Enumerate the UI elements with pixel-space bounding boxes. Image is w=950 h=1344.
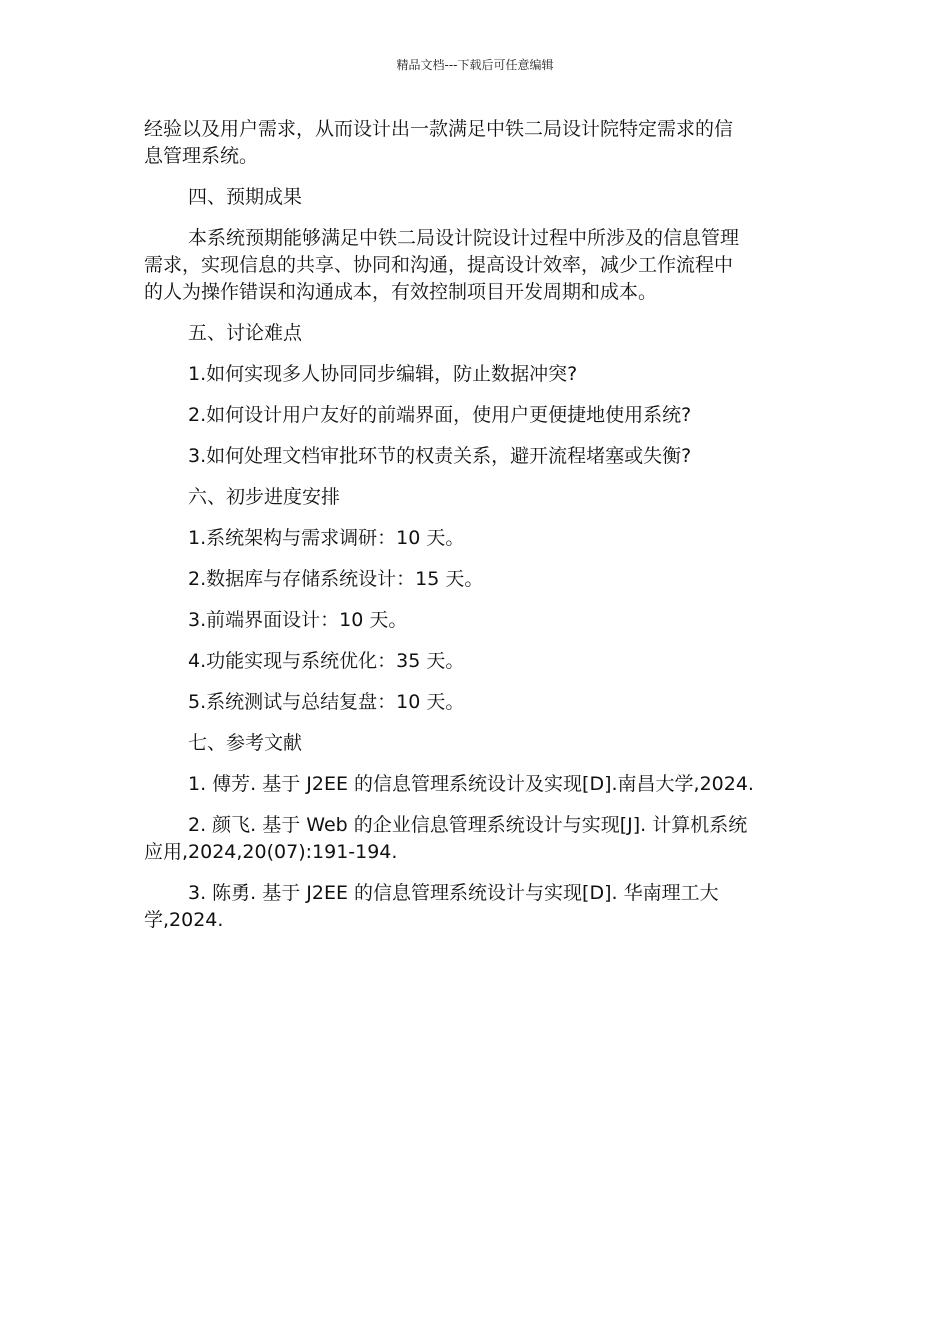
list-item: 5.系统测试与总结复盘：10 天。 bbox=[188, 691, 465, 713]
section-heading: 六、初步进度安排 bbox=[188, 486, 341, 508]
paragraph-line: 需求，实现信息的共享、协同和沟通，提高设计效率，减少工作流程中 bbox=[144, 254, 734, 276]
paragraph-line: 的人为操作错误和沟通成本，有效控制项目开发周期和成本。 bbox=[144, 281, 658, 303]
document-body bbox=[144, 116, 806, 934]
list-item: 2.数据库与存储系统设计：15 天。 bbox=[188, 568, 484, 590]
list-item: 3.如何处理文档审批环节的权责关系，避开流程堵塞或失衡? bbox=[188, 445, 692, 467]
list-item: 1.如何实现多人协同同步编辑，防止数据冲突? bbox=[188, 363, 578, 385]
reference-item: 3. 陈勇. 基于 J2EE 的信息管理系统设计与实现[D]. 华南理工大 bbox=[188, 882, 719, 904]
paragraph: 经验以及用户需求，从而设计出一款满足中铁二局设计院特定需求的信 息管理系统。 bbox=[144, 118, 734, 167]
list-item: 3.前端界面设计：10 天。 bbox=[188, 609, 408, 631]
reference-item: 2. 颜飞. 基于 Web 的企业信息管理系统设计与实现[J]. 计算机系统 bbox=[188, 814, 748, 836]
reference-item-line: 应用,2024,20(07):191-194. bbox=[144, 841, 398, 863]
reference-item-line: 学,2024. bbox=[144, 909, 224, 931]
reference-item: 1. 傅芳. 基于 J2EE 的信息管理系统设计及实现[D].南昌大学,2024. bbox=[188, 773, 754, 795]
paragraph: 本系统预期能够满足中铁二局设计院设计过程中所涉及的信息管理 bbox=[188, 227, 740, 249]
page-header: 精品文档---下载后可任意编辑 bbox=[396, 58, 554, 72]
section-heading: 五、讨论难点 bbox=[188, 322, 303, 344]
section-heading: 七、参考文献 bbox=[188, 732, 303, 754]
list-item: 2.如何设计用户友好的前端界面，使用户更便捷地使用系统? bbox=[188, 404, 692, 426]
list-item: 1.系统架构与需求调研：10 天。 bbox=[188, 527, 465, 549]
section-heading: 四、预期成果 bbox=[188, 186, 303, 208]
list-item: 4.功能实现与系统优化：35 天。 bbox=[188, 650, 465, 672]
